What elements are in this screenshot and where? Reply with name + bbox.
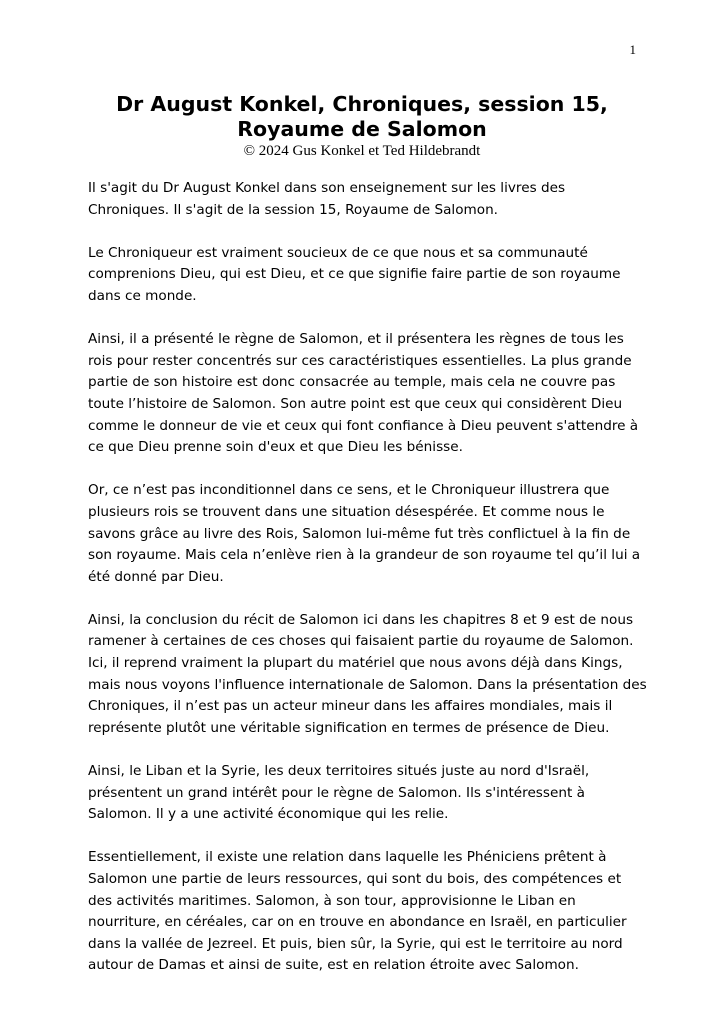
document-body [88,178,648,999]
paragraph: Ainsi, le Liban et la Syrie, les deux territoires situés juste au nord d'Israël, présentent un grand intérêt pour le règne de Salomon. Ils s'intéressent à Salomon. Il y a une activité économique qui les relie. [88,763,590,823]
paragraph: Ainsi, il a présenté le règne de Salomon, et il présentera les règnes de tous les rois pour rester concentrés sur ces caractéristiques essentielles. La plus grande partie de son histoire est donc consacrée au temple, mais cela ne couvre pas toute l’histoire de Salomon. Son autre point est que ceux qui considèrent Dieu comme le donneur de vie et ceux qui font confiance à Dieu peuvent s'attendre à ce que Dieu prenne soin d'eux et que Dieu les bénisse. [88,331,639,456]
paragraph: Or, ce n’est pas inconditionnel dans ce sens, et le Chroniqueur illustrera que plusieurs rois se trouvent dans une situation désespérée. Et comme nous le savons grâce au livre des Rois, Salomon lui-même fut très conflictuel à la fin de son royaume. Mais cela n’enlève rien à la grandeur de son royaume tel qu’il lui a été donné par Dieu. [88,482,641,585]
copyright-line: © 2024 Gus Konkel et Ted Hildebrandt [243,143,481,159]
paragraph: Le Chroniqueur est vraiment soucieux de ce que nous et sa communauté comprenions Dieu, qui est Dieu, et ce que signifie faire partie de son royaume dans ce monde. [88,244,621,304]
paragraph: Il s'agit du Dr August Konkel dans son enseignement sur les livres des Chroniques. Il s'agit de la session 15, Royaume de Salomon. [88,180,566,218]
title-line-2: Royaume de Salomon [237,117,487,141]
paragraph: Essentiellement, il existe une relation dans laquelle les Phéniciens prêtent à Salomon une partie de leurs ressources, qui sont du bois, des compétences et des activités maritimes. Salomon, à son tour, approvisionne le Liban en nourriture, en céréales, car on en trouve en abondance en Israël, en particulier dans la vallée de Jezreel. Et puis, bien sûr, la Syrie, qui est le territoire au nord autour de Damas et ainsi de suite, est en relation étroite avec Salomon. [88,849,627,974]
paragraph: Ainsi, la conclusion du récit de Salomon ici dans les chapitres 8 et 9 est de nous ramener à certaines de ces choses qui faisaient partie du royaume de Salomon. Ici, il reprend vraiment la plupart du matériel que nous avons déjà dans Kings, mais nous voyons l'influence internationale de Salomon. Dans la présentation des Chroniques, il n’est pas un acteur mineur dans les affaires mondiales, mais il représente plutôt une véritable signification en termes de présence de Dieu. [88,611,647,736]
page-number: 1 [629,42,636,57]
title-line-1: Dr August Konkel, Chroniques, session 15, [116,92,608,116]
document-header [0,92,724,160]
